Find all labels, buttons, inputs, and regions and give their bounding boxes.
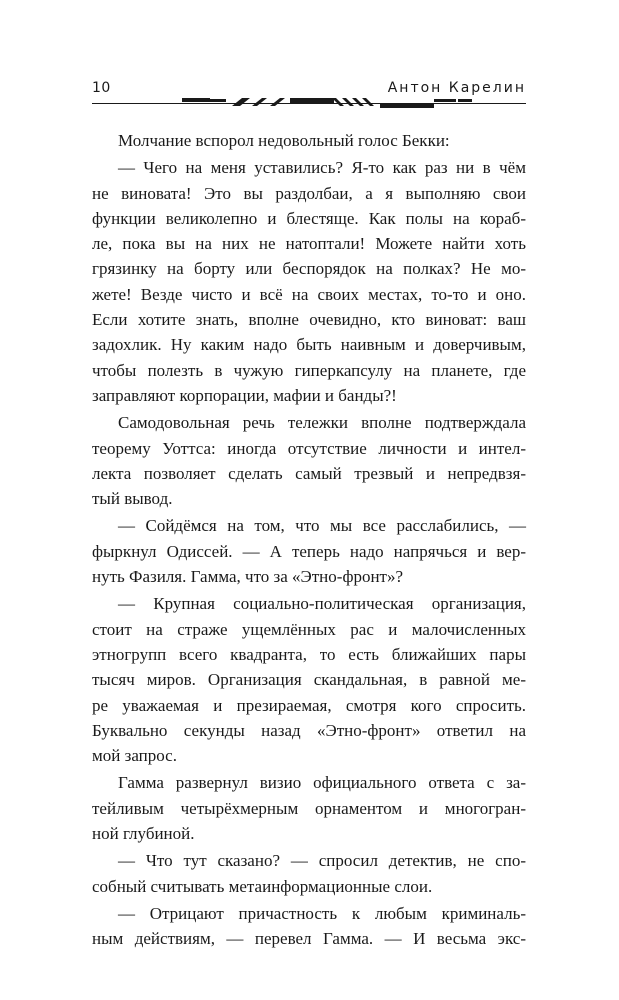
text-line: ре уважаемая и презираемая, смотря кого спросить. xyxy=(92,695,526,715)
text-line: Гамма развернул визио официального ответа с за- xyxy=(118,773,526,793)
body-text xyxy=(92,128,526,952)
text-line: стоит на страже ущемлённых рас и малочисленных xyxy=(92,619,526,639)
text-line: Буквально секунды назад «Этно-фронт» ответил на xyxy=(92,720,526,740)
paragraph xyxy=(92,848,526,899)
text-line: нуть Фазиля. Гамма, что за «Этно-фронт»? xyxy=(92,567,404,587)
paragraph xyxy=(92,770,526,846)
text-line: заправляют корпорации, мафии и банды?! xyxy=(92,385,397,405)
text-line: фыркнул Одиссей. — А теперь надо напрячься и вер- xyxy=(92,541,526,561)
text-line: теорему Уоттса: иногда отсутствие личности и интел- xyxy=(92,438,526,458)
page-number: 10 xyxy=(92,80,111,96)
text-line: — Что тут сказано? — спросил детектив, не спо- xyxy=(118,851,526,871)
text-line: тейливым четырёхмерным орнаментом и многогран- xyxy=(92,798,526,818)
text-line: тый вывод. xyxy=(92,489,173,509)
paragraph xyxy=(92,128,526,153)
text-line: мой запрос. xyxy=(92,746,177,766)
text-line: чтобы полезть в чужую гиперкапсулу на планете, где xyxy=(92,360,526,380)
text-line: функции великолепно и блестяще. Как полы на кораб- xyxy=(92,208,526,228)
paragraph xyxy=(92,591,526,768)
text-line: жете! Везде чисто и всё на своих местах, то-то и оно. xyxy=(92,284,526,304)
paragraph xyxy=(92,155,526,408)
running-header xyxy=(92,80,526,110)
paragraph xyxy=(92,410,526,511)
running-author: Антон Карелин xyxy=(387,80,526,96)
text-line: ле, пока вы на них не натоптали! Можете найти хоть xyxy=(92,234,526,254)
text-line: этногрупп всего квадранта, то есть ближайших пары xyxy=(92,644,526,664)
text-line: Молчание вспорол недовольный голос Бекки: xyxy=(118,131,450,150)
paragraph xyxy=(92,901,526,952)
text-line: грязинку на борту или беспорядок на полках? Не мо- xyxy=(92,259,526,279)
text-line: Самодовольная речь тележки вполне подтверждала xyxy=(118,413,526,433)
text-line: ным действиям, — перевел Гамма. — И весьма экс- xyxy=(92,929,526,949)
text-line: — Сойдёмся на том, что мы все расслабились, — xyxy=(118,516,526,536)
text-line: не виновата! Это вы раздолбаи, а я выполняю свои xyxy=(92,183,526,203)
text-line: собный считывать метаинформационные слои. xyxy=(92,876,433,896)
text-line: — Чего на меня уставились? Я-то как раз ни в чём xyxy=(118,158,526,178)
text-line: — Отрицают причастность к любым криминаль- xyxy=(118,903,526,923)
text-line: ной глубиной. xyxy=(92,824,195,844)
text-line: Если хотите знать, вполне очевидно, кто виноват: ваш xyxy=(92,310,526,330)
header-ornament-rule xyxy=(92,96,526,110)
text-line: лекта позволяет сделать самый трезвый и непредвзя- xyxy=(92,463,526,483)
paragraph xyxy=(92,513,526,589)
text-line: задохлик. Ну каким надо быть наивным и доверчивым, xyxy=(92,335,526,355)
text-line: — Крупная социально-политическая организация, xyxy=(118,594,526,614)
text-line: тысяч миров. Организация скандальная, в равной ме- xyxy=(92,670,526,690)
